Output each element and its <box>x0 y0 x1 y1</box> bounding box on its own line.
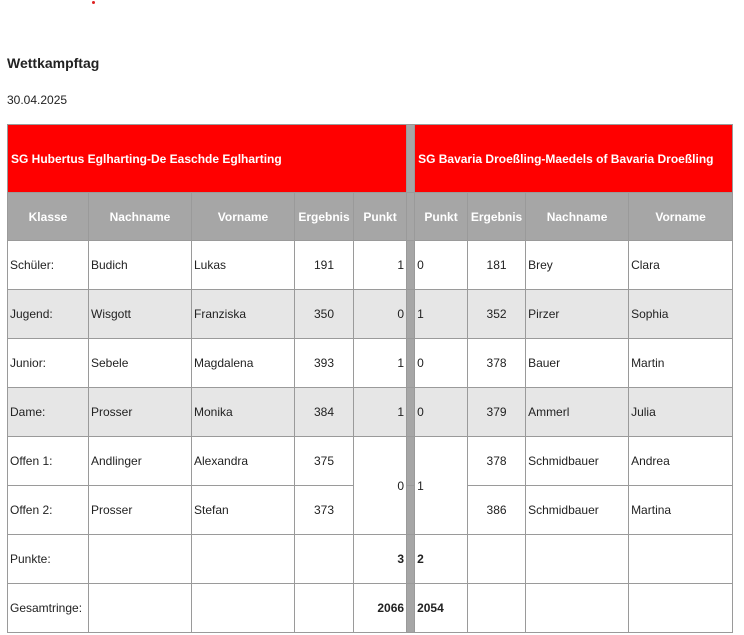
ringe-label: Gesamtringe: <box>8 584 89 633</box>
away-vorname-cell: Julia <box>629 388 733 437</box>
home-punkt-cell: 0 <box>354 290 407 339</box>
column-separator <box>407 437 415 486</box>
home-ergebnis-cell: 191 <box>295 241 354 290</box>
col-home-nachname: Nachname <box>89 193 192 241</box>
column-separator <box>407 388 415 437</box>
empty-cell <box>89 535 192 584</box>
klasse-cell: Offen 1: <box>8 437 89 486</box>
home-vorname-cell: Magdalena <box>192 339 295 388</box>
home-vorname-cell: Monika <box>192 388 295 437</box>
empty-cell <box>192 584 295 633</box>
away-ergebnis-cell: 378 <box>468 339 526 388</box>
home-ergebnis-cell: 373 <box>295 486 354 535</box>
column-separator <box>407 290 415 339</box>
table-row <box>8 437 733 486</box>
page-title: Wettkampftag <box>7 55 100 71</box>
away-ergebnis-cell: 181 <box>468 241 526 290</box>
home-punkt-cell: 1 <box>354 339 407 388</box>
match-date: 30.04.2025 <box>7 93 68 107</box>
empty-cell <box>629 535 733 584</box>
away-ergebnis-cell: 378 <box>468 437 526 486</box>
klasse-cell: Jugend: <box>8 290 89 339</box>
home-vorname-cell: Franziska <box>192 290 295 339</box>
col-away-nachname: Nachname <box>526 193 629 241</box>
column-separator <box>407 486 415 535</box>
table-row <box>8 339 733 388</box>
empty-cell <box>468 535 526 584</box>
col-home-ergebnis: Ergebnis <box>295 193 354 241</box>
column-separator <box>407 584 415 633</box>
column-separator <box>407 125 415 193</box>
away-nachname-cell: Bauer <box>526 339 629 388</box>
klasse-cell: Junior: <box>8 339 89 388</box>
col-klasse: Klasse <box>8 193 89 241</box>
column-separator <box>407 193 415 241</box>
away-nachname-cell: Schmidbauer <box>526 437 629 486</box>
empty-cell <box>468 584 526 633</box>
away-nachname-cell: Brey <box>526 241 629 290</box>
col-away-vorname: Vorname <box>629 193 733 241</box>
home-team-name: SG Hubertus Eglharting-De Easchde Eglharting <box>8 125 407 193</box>
away-vorname-cell: Martin <box>629 339 733 388</box>
away-nachname-cell: Ammerl <box>526 388 629 437</box>
home-ergebnis-cell: 393 <box>295 339 354 388</box>
table-row <box>8 241 733 290</box>
home-nachname-cell: Budich <box>89 241 192 290</box>
empty-cell <box>526 584 629 633</box>
away-ergebnis-cell: 386 <box>468 486 526 535</box>
home-vorname-cell: Lukas <box>192 241 295 290</box>
score-table <box>7 124 733 633</box>
ringe-total-row <box>8 584 733 633</box>
home-nachname-cell: Prosser <box>89 388 192 437</box>
home-ergebnis-cell: 375 <box>295 437 354 486</box>
home-nachname-cell: Wisgott <box>89 290 192 339</box>
ringe-away-total: 2054 <box>415 584 468 633</box>
team-header-row <box>8 125 733 193</box>
away-vorname-cell: Andrea <box>629 437 733 486</box>
col-away-ergebnis: Ergebnis <box>468 193 526 241</box>
home-vorname-cell: Stefan <box>192 486 295 535</box>
home-punkt-cell: 1 <box>354 388 407 437</box>
away-nachname-cell: Schmidbauer <box>526 486 629 535</box>
col-away-punkt: Punkt <box>415 193 468 241</box>
home-punkt-cell: 1 <box>354 241 407 290</box>
column-header-row <box>8 193 733 241</box>
col-home-vorname: Vorname <box>192 193 295 241</box>
home-nachname-cell: Andlinger <box>89 437 192 486</box>
klasse-cell: Dame: <box>8 388 89 437</box>
table-row <box>8 290 733 339</box>
empty-cell <box>295 584 354 633</box>
away-punkt-offen-cell: 1 <box>415 437 468 535</box>
home-nachname-cell: Sebele <box>89 339 192 388</box>
away-punkt-cell: 0 <box>415 241 468 290</box>
ringe-home-total: 2066 <box>354 584 407 633</box>
away-vorname-cell: Sophia <box>629 290 733 339</box>
away-punkt-cell: 1 <box>415 290 468 339</box>
table-row <box>8 388 733 437</box>
home-ergebnis-cell: 350 <box>295 290 354 339</box>
away-team-name: SG Bavaria Droeßling-Maedels of Bavaria Droeßling <box>415 125 733 193</box>
klasse-cell: Offen 2: <box>8 486 89 535</box>
empty-cell <box>629 584 733 633</box>
column-separator <box>407 339 415 388</box>
home-ergebnis-cell: 384 <box>295 388 354 437</box>
punkte-total-row <box>8 535 733 584</box>
home-punkt-offen-cell: 0 <box>354 437 407 535</box>
punkte-label: Punkte: <box>8 535 89 584</box>
col-home-punkt: Punkt <box>354 193 407 241</box>
away-vorname-cell: Clara <box>629 241 733 290</box>
klasse-cell: Schüler: <box>8 241 89 290</box>
away-vorname-cell: Martina <box>629 486 733 535</box>
column-separator <box>407 535 415 584</box>
column-separator <box>407 241 415 290</box>
away-ergebnis-cell: 352 <box>468 290 526 339</box>
empty-cell <box>295 535 354 584</box>
home-vorname-cell: Alexandra <box>192 437 295 486</box>
empty-cell <box>526 535 629 584</box>
empty-cell <box>89 584 192 633</box>
home-nachname-cell: Prosser <box>89 486 192 535</box>
empty-cell <box>192 535 295 584</box>
punkte-home-total: 3 <box>354 535 407 584</box>
away-nachname-cell: Pirzer <box>526 290 629 339</box>
away-punkt-cell: 0 <box>415 388 468 437</box>
punkte-away-total: 2 <box>415 535 468 584</box>
away-ergebnis-cell: 379 <box>468 388 526 437</box>
red-dot-marker <box>92 1 95 4</box>
away-punkt-cell: 0 <box>415 339 468 388</box>
